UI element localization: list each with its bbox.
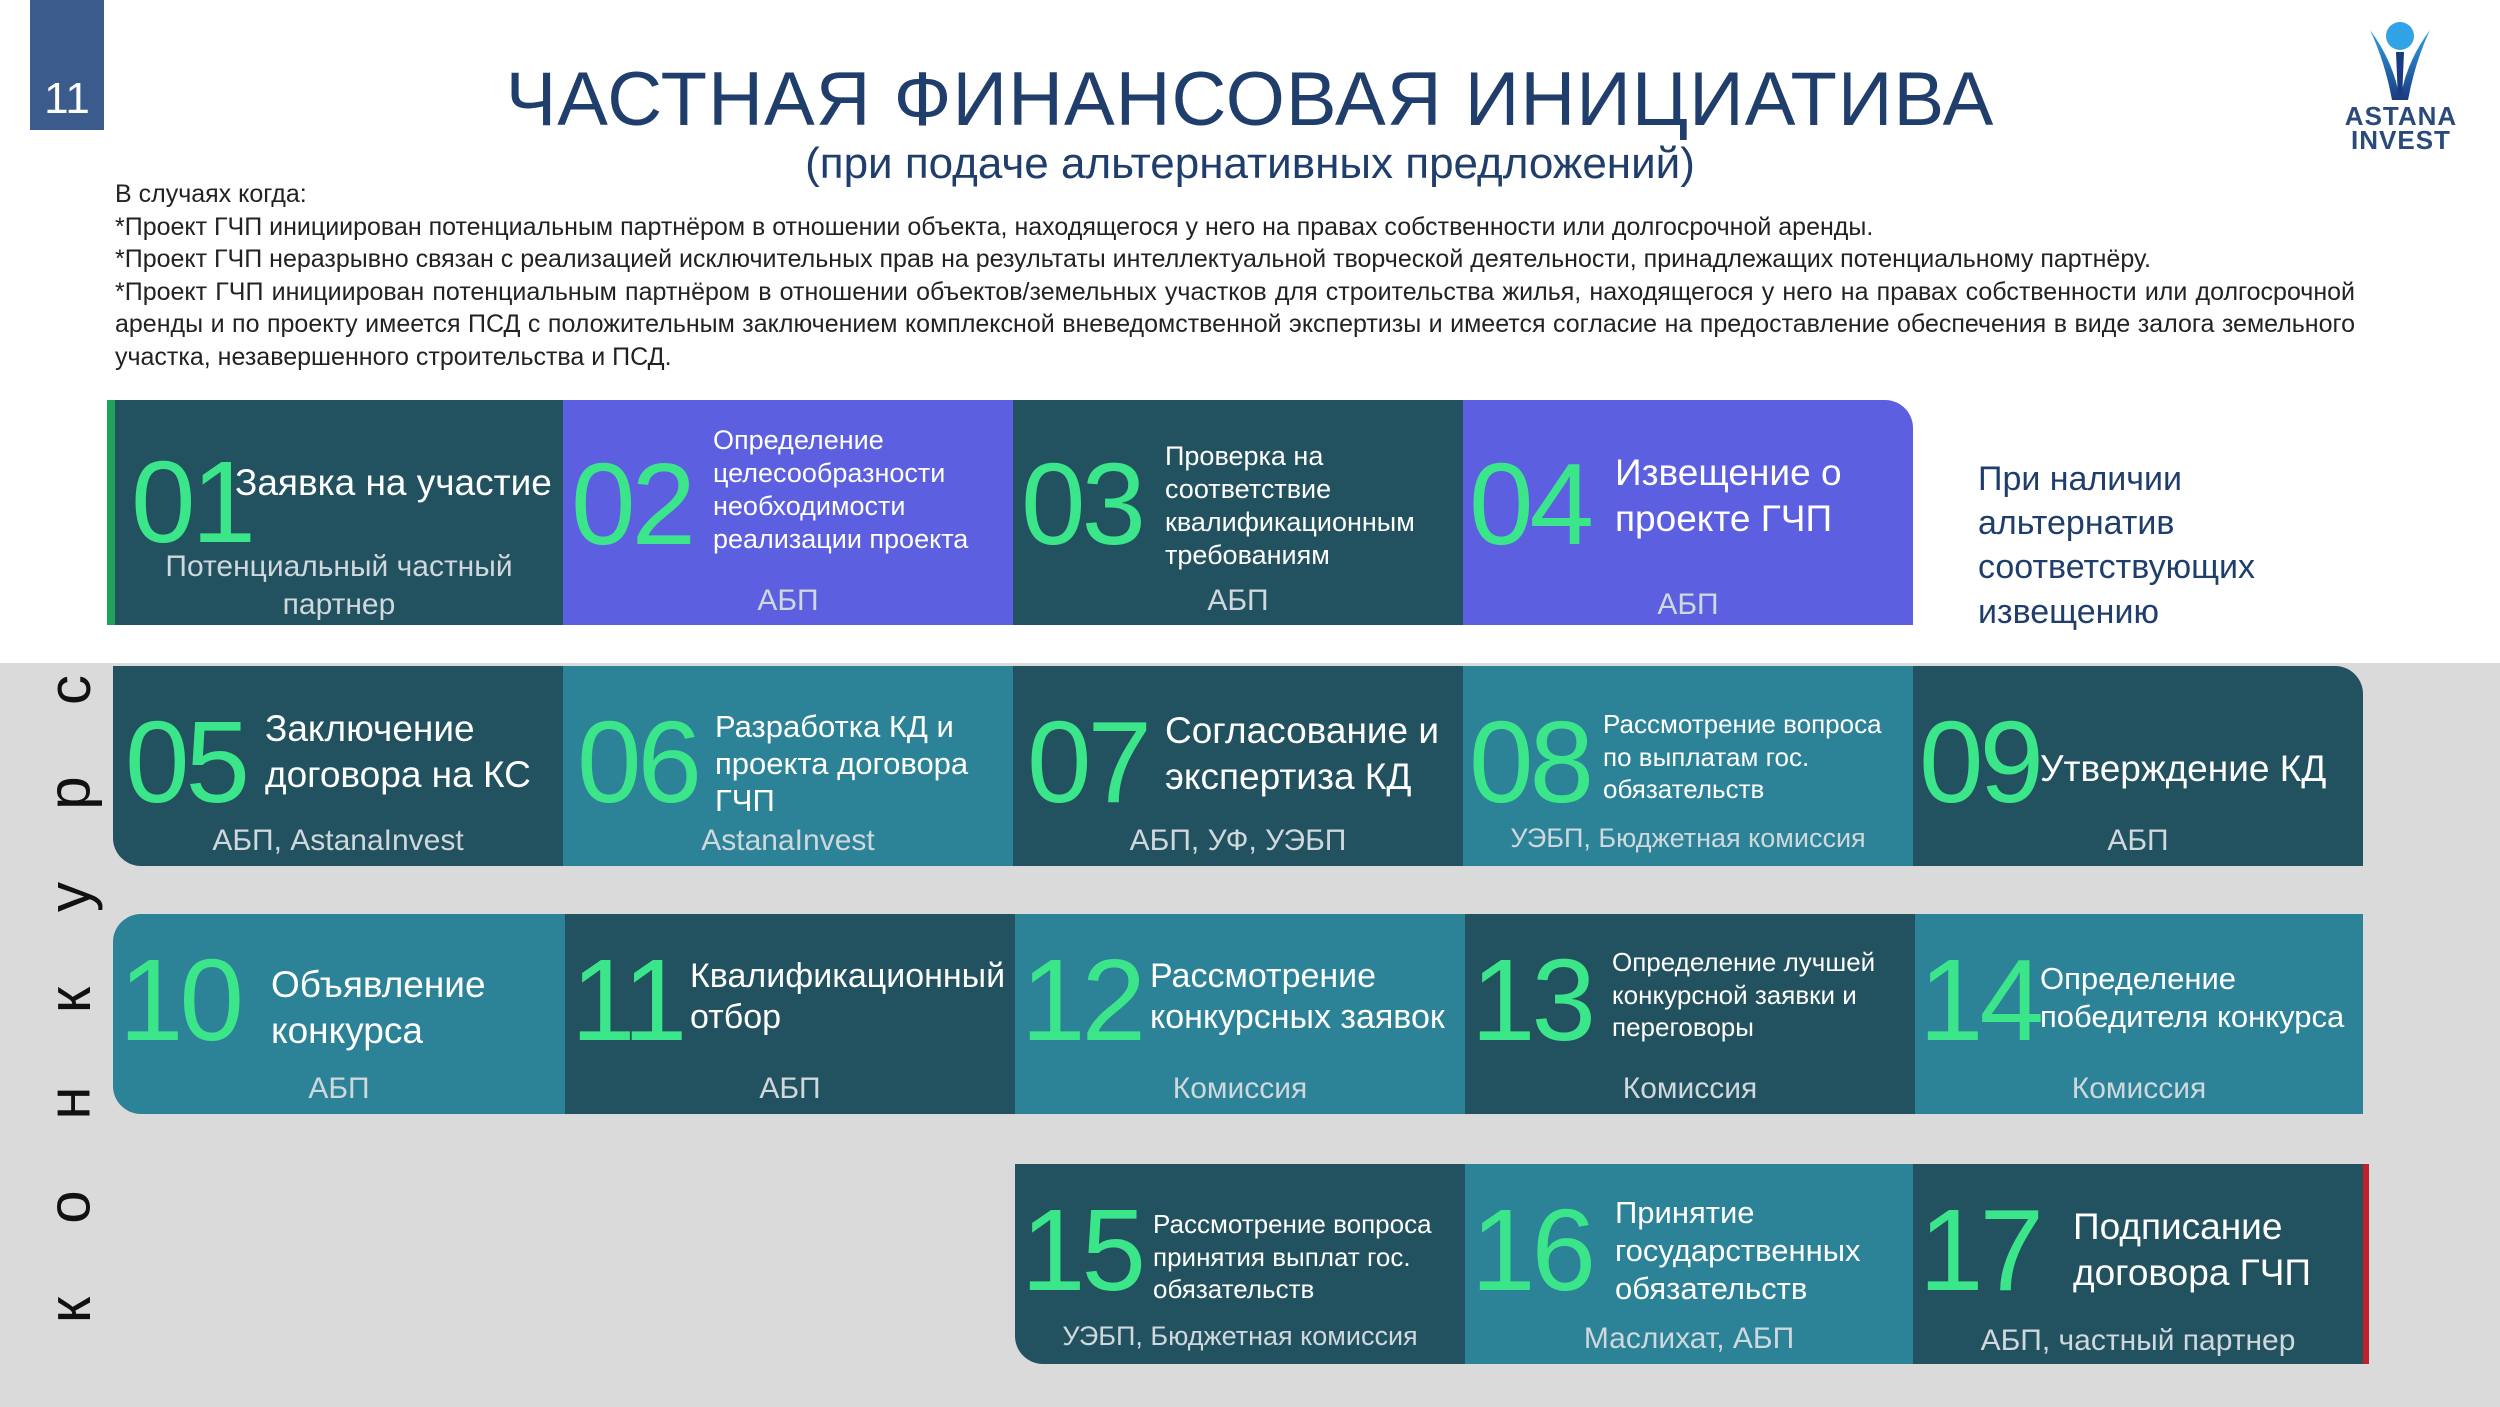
logo-line2: INVEST [2351,125,2451,155]
step-number: 06 [577,697,699,827]
step-responsible: УЭБП, Бюджетная комиссия [1062,1321,1418,1351]
step-card-15 [1015,1164,1465,1364]
intro-heading: В случаях когда: [115,180,307,208]
step-title: Проверка на соответствие квалификационным требованиям [1165,441,1415,570]
step-number: 15 [1021,1185,1143,1315]
vertical-letter: р [36,776,103,811]
step-title: Извещение о проекте ГЧП [1615,452,1842,540]
vertical-letter: у [36,881,103,912]
page-title: ЧАСТНАЯ ФИНАНСОВАЯ ИНИЦИАТИВА [505,57,1995,142]
step-title: Рассмотрение конкурсных заявок [1150,957,1445,1036]
step-card-06 [563,666,1013,866]
step-card-16 [1465,1164,1913,1364]
step-card-12 [1015,914,1465,1114]
step-number: 11 [571,935,684,1065]
step-card-01 [107,400,563,625]
vertical-letter: н [35,1086,103,1120]
intro-item: *Проект ГЧП неразрывно связан с реализацией исключительных прав на результаты интеллектуальной творческой деятельности, принадлежащих потенциальному партнёру. [115,245,2151,273]
step-title: Рассмотрение вопроса по выплатам гос. обязательств [1603,709,1882,804]
step-responsible: АБП [1207,584,1269,617]
step-card-10 [113,914,565,1114]
step-card-08 [1463,666,1913,866]
step-responsible: АБП, частный партнер [1980,1324,2296,1357]
step-responsible: Маслихат, АБП [1583,1322,1795,1355]
vertical-letter: о [36,1189,103,1224]
step-card-17 [1913,1164,2369,1364]
vertical-letter: с [36,675,103,705]
step-responsible: АБП [2107,824,2169,857]
step-title: Заключение договора на КС [265,708,531,796]
step-responsible: АБП, УФ, УЭБП [1129,824,1347,857]
step-title: Квалификационный отбор [690,957,1006,1036]
logo-text [2316,101,2486,155]
step-title: Разработка КД и проекта договора ГЧП [715,709,969,819]
step-number: 10 [119,935,241,1065]
side-note: При наличии альтернатив соответствующих извещению [1978,460,2256,631]
step-number: 03 [1021,439,1143,569]
step-card-11 [565,914,1015,1114]
step-title: Согласование и экспертиза КД [1165,710,1440,798]
step-card-09 [1913,666,2363,866]
intro-text [115,178,2355,373]
step-responsible: Комиссия [1622,1072,1758,1105]
vertical-letter: к [36,986,103,1014]
step-responsible: AstanaInvest [701,824,875,857]
step-responsible: АБП [308,1072,370,1105]
page-number: 11 [30,0,104,130]
step-title: Определение победителя конкурса [2040,961,2345,1034]
step-responsible: АБП [757,584,819,617]
vertical-letter: к [36,1296,103,1324]
logo-line1: ASTANA [2344,101,2458,131]
step-number: 07 [1027,697,1149,827]
step-responsible: АБП, AstanaInvest [212,824,464,857]
step-number: 04 [1469,439,1591,569]
step-title: Заявка на участие [235,462,552,503]
step-title: Объявление конкурса [271,964,486,1052]
step-title: Определение целесообразности необходимости реализации проекта [713,425,969,554]
step-responsible: Комиссия [2071,1072,2207,1105]
vertical-label [35,660,103,1340]
step-responsible: УЭБП, Бюджетная комиссия [1510,823,1866,853]
step-title: Определение лучшей конкурсной заявки и переговоры [1612,947,1876,1042]
step-number: 12 [1021,935,1143,1065]
step-card-13 [1465,914,1915,1114]
step-card-05 [113,666,563,866]
step-card-03 [1013,400,1463,625]
step-number: 17 [1919,1185,2041,1315]
step-number: 02 [571,439,693,569]
step-number: 14 [1919,935,2041,1065]
step-title: Принятие государственных обязательств [1615,1195,1861,1306]
step-responsible: Потенциальный частный партнер [165,550,513,621]
step-responsible: АБП [759,1072,821,1105]
step-responsible: АБП [1657,588,1719,621]
step-card-04 [1463,400,1913,625]
step-responsible: Комиссия [1172,1072,1308,1105]
step-number: 01 [131,437,253,567]
step-card-07 [1013,666,1463,866]
intro-item: *Проект ГЧП инициирован потенциальным партнёром в отношении объекта, находящегося у него на правах собственности или долгосрочной аренды. [115,212,1874,241]
step-title: Подписание договора ГЧП [2073,1206,2311,1294]
page-subtitle: (при подаче альтернативных предложений) [805,139,1695,188]
step-number: 09 [1919,697,2041,827]
step-title: Утверждение КД [2040,748,2327,789]
step-title: Рассмотрение вопроса принятия выплат гос. обязательств [1153,1209,1432,1304]
step-number: 13 [1471,935,1593,1065]
step-card-14 [1915,914,2363,1114]
step-card-02 [563,400,1013,625]
step-number: 05 [125,697,247,827]
step-number: 16 [1471,1185,1593,1315]
intro-item: *Проект ГЧП инициирован потенциальным партнёром в отношении объектов/земельных участков для строительства жилья, находящегося у него на правах собственности или долгосрочной аренды и по проекту имеется ПСД с положительным заключением комплексной вневедомственной экспертизы и имеется согласие на предоставление обеспечения в виде залога земельного участка, незавершенного строительства и ПСД. [115,277,2355,371]
step-number: 08 [1469,697,1591,827]
